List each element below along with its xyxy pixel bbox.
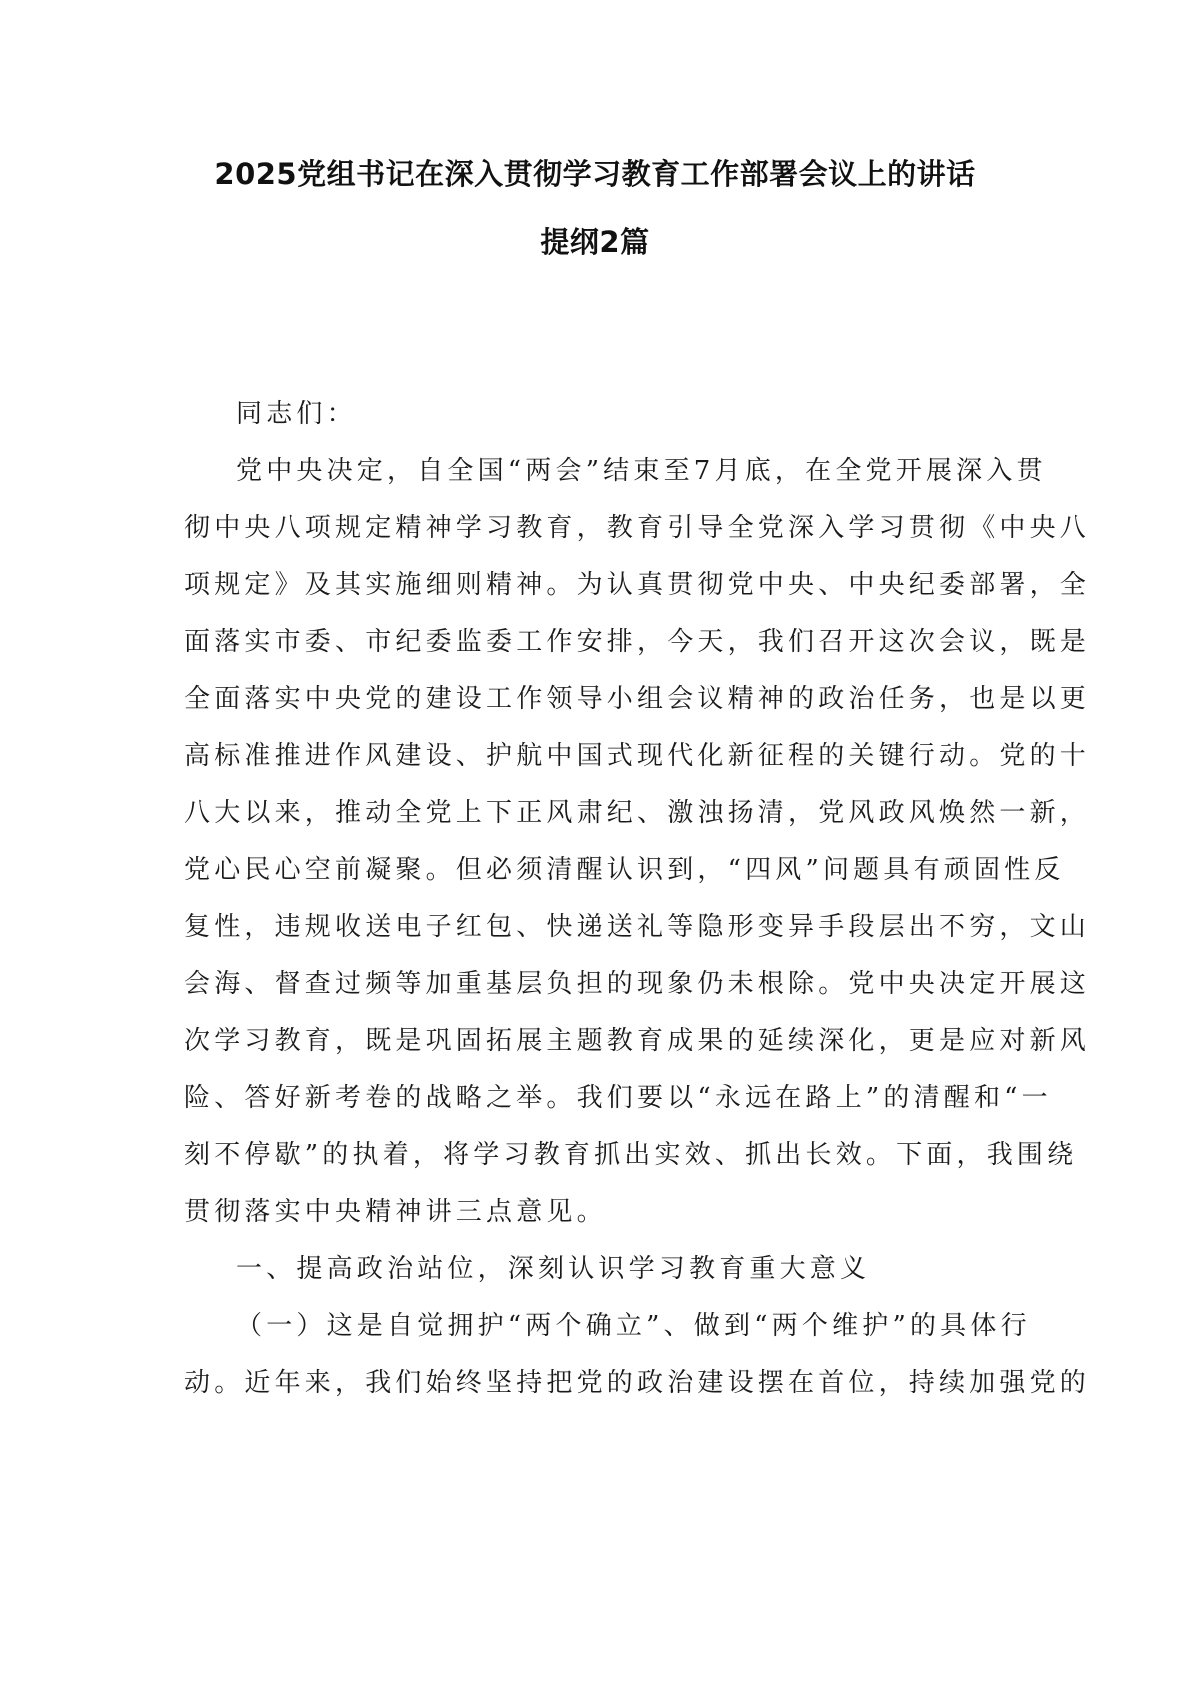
- document-title-line-1: 2025党组书记在深入贯彻学习教育工作部署会议上的讲话: [214, 157, 976, 191]
- body-line: 险、答好新考卷的战略之举。我们要以“永远在路上”的清醒和“一: [184, 1083, 1052, 1113]
- body-line: 党心民心空前凝聚。但必须清醒认识到，“四风”问题具有顽固性反: [184, 855, 1065, 885]
- body-line: 项规定》及其实施细则精神。为认真贯彻党中央、中央纪委部署，全: [184, 570, 1091, 600]
- salutation: 同志们：: [236, 399, 357, 429]
- document-title-line-2: 提纲2篇: [540, 225, 650, 259]
- body-line: 高标准推进作风建设、护航中国式现代化新征程的关键行动。党的十: [184, 741, 1091, 771]
- body-line: 会海、督查过频等加重基层负担的现象仍未根除。党中央决定开展这: [184, 969, 1091, 999]
- body-line: 彻中央八项规定精神学习教育，教育引导全党深入学习贯彻《中央八: [184, 513, 1091, 543]
- body-line: 次学习教育，既是巩固拓展主题教育成果的延续深化，更是应对新风: [184, 1026, 1091, 1056]
- body-line: 面落实市委、市纪委监委工作安排，今天，我们召开这次会议，既是: [184, 627, 1091, 657]
- body-line: 八大以来，推动全党上下正风肃纪、激浊扬清，党风政风焕然一新，: [184, 798, 1091, 828]
- subsection-line: （一）这是自觉拥护“两个确立”、做到“两个维护”的具体行: [236, 1311, 1031, 1341]
- body-line: 贯彻落实中央精神讲三点意见。: [184, 1197, 607, 1227]
- body-line: 刻不停歇”的执着，将学习教育抓出实效、抓出长效。下面，我围绕: [184, 1140, 1078, 1170]
- body-line: 动。近年来，我们始终坚持把党的政治建设摆在首位，持续加强党的: [184, 1368, 1091, 1398]
- body-line: 全面落实中央党的建设工作领导小组会议精神的政治任务，也是以更: [184, 684, 1091, 714]
- body-line: 党中央决定，自全国“两会”结束至7月底，在全党开展深入贯: [236, 456, 1047, 486]
- body-line: 复性，违规收送电子红包、快递送礼等隐形变异手段层出不穷，文山: [184, 912, 1091, 942]
- section-heading: 一、提高政治站位，深刻认识学习教育重大意义: [236, 1254, 871, 1284]
